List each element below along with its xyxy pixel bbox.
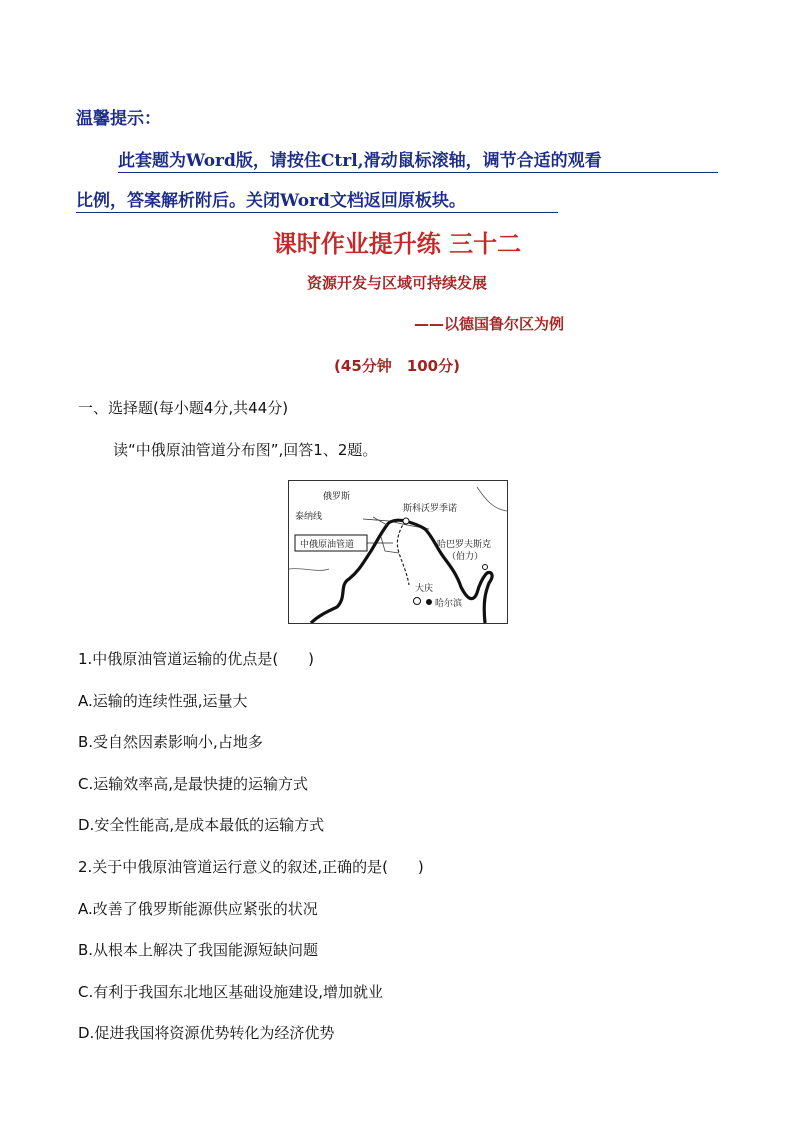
question-2-option-c: C.有利于我国东北地区基础设施建设,增加就业 [78,983,384,1001]
question-intro: 读“中俄原油管道分布图”,回答1、2题。 [113,441,378,459]
khabarovsk-dot [483,565,488,570]
pipeline-route [397,521,409,585]
label-taishet: 泰纳线 [295,512,323,522]
map-svg [289,481,507,623]
question-2-stem: 2.关于中俄原油管道运行意义的叙述,正确的是( ) [78,858,424,876]
section-heading: 一、选择题(每小题4分,共44分) [78,399,289,417]
daqing-dot [414,598,421,605]
label-russia: 俄罗斯 [323,492,351,502]
harbin-dot [426,599,432,605]
question-2-option-d: D.促进我国将资源优势转化为经济优势 [78,1024,335,1042]
label-skovorodino: 斯科沃罗季诺 [403,504,458,514]
question-1-stem: 1.中俄原油管道运输的优点是( ) [78,650,315,668]
skovorodino-dot [403,518,409,524]
pipeline-map [288,480,508,624]
subtitle-case: ——以德国鲁尔区为例 [414,315,565,333]
subtitle: 资源开发与区域可持续发展 [306,274,487,292]
label-harbin: 哈尔滨 [435,599,463,609]
river-line [289,569,329,571]
time-score: (45分钟 100分) [334,357,460,375]
label-pipeline: 中俄原油管道 [300,540,355,550]
question-1-option-d: D.安全性能高,是成本最低的运输方式 [78,816,325,834]
tip-line-1: 此套题为Word版，请按住Ctrl,滑动鼠标滚轴，调节合适的观看 [118,146,718,173]
question-1-option-c: C.运输效率高,是最快捷的运输方式 [78,775,309,793]
question-1-option-b: B.受自然因素影响小,占地多 [78,733,263,751]
label-khabarovsk: 哈巴罗夫斯克 [437,540,492,550]
river-line [477,487,507,511]
branch-line [381,537,399,553]
label-bori: （伯力） [447,552,484,562]
tip-line-2: 比例，答案解析附后。关闭Word文档返回原板块。 [76,186,558,213]
page-title: 课时作业提升练 三十二 [272,230,522,258]
question-2-option-a: A.改善了俄罗斯能源供应紧张的状况 [78,900,318,918]
tip-heading: 温馨提示： [76,109,161,129]
question-1-option-a: A.运输的连续性强,运量大 [78,692,248,710]
label-daqing: 大庆 [415,584,434,594]
question-2-option-b: B.从根本上解决了我国能源短缺问题 [78,941,319,959]
